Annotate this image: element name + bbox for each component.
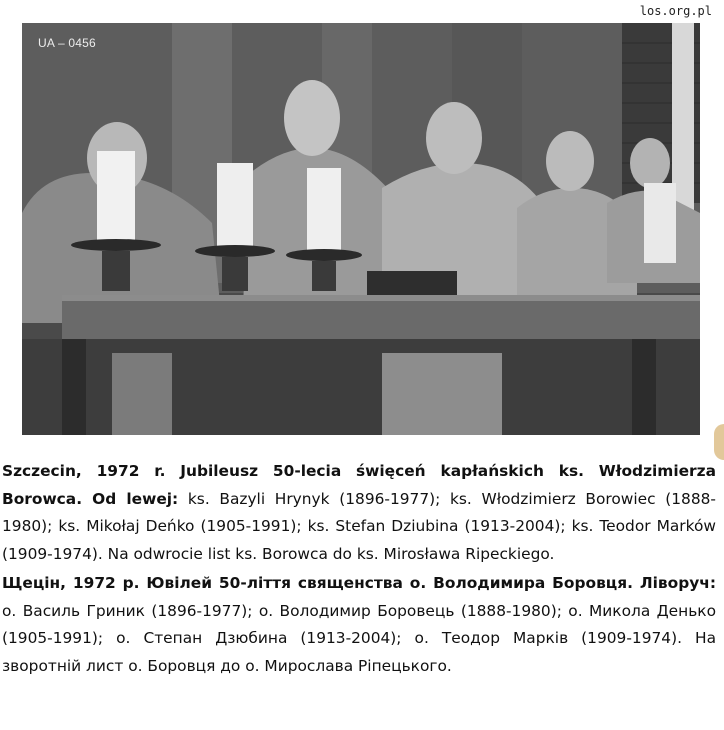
photo-illustration xyxy=(22,23,700,435)
caption-ukrainian-heading: Щецін, 1972 р. Ювілей 50-ліття священства о. Володимира Боровця. Ліворуч: xyxy=(2,574,716,592)
caption-block xyxy=(2,458,716,682)
caption-ukrainian-text: о. Василь Гриник (1896-1977); о. Володимир Боровець (1888-1980); о. Микола Денько (1905-1991); о. Степан Дзюбина (1913-2004); о. Теодор Марків (1909-1974). На зворотній лист о. Боровця до о. Мирослава Ріпецького. xyxy=(2,601,716,675)
tape-corner xyxy=(714,424,724,460)
caption-polish-text: ks. Bazyli Hrynyk (1896-1977); ks. Włodzimierz Borowiec (1888-1980); ks. Mikołaj Deńko (1905-1991); ks. Stefan Dziubina (1913-2004); ks. Teodor Marków (1909-1974). Na odwrocie list ks. Borowca do ks. Mirosława Ripeckiego. xyxy=(2,489,716,563)
site-watermark: los.org.pl xyxy=(639,4,712,18)
caption-ukrainian xyxy=(2,570,716,680)
caption-polish-heading: Szczecin, 1972 r. Jubileusz 50-lecia święceń kapłańskich ks. Włodzimierza Borowca. Od lewej: xyxy=(2,462,716,508)
caption-polish xyxy=(2,458,716,568)
archival-photo xyxy=(22,23,700,435)
photo-reference-id: UA – 0456 xyxy=(38,36,96,50)
